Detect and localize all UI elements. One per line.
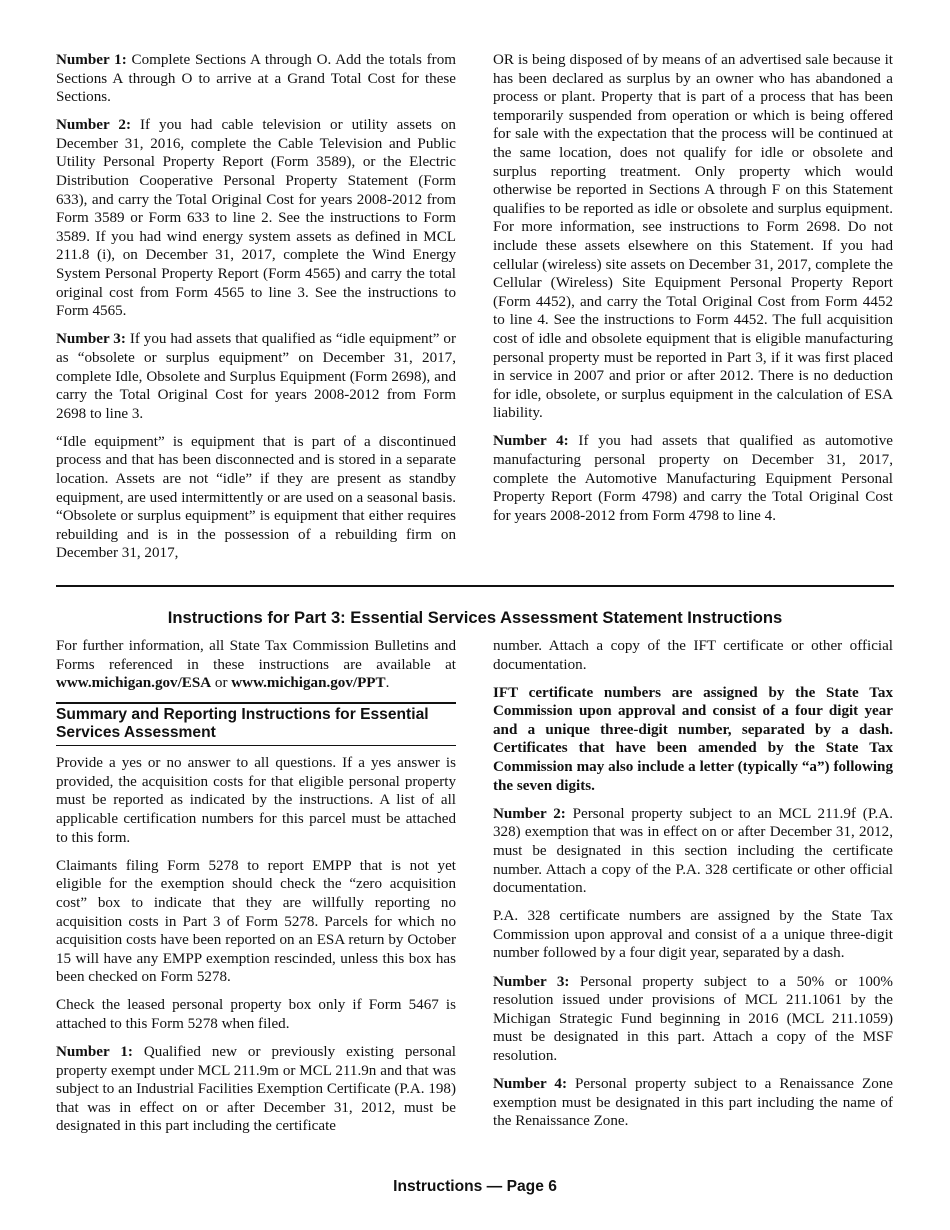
paragraph-leased bbox=[56, 996, 456, 1033]
paragraph-text: number. Attach a copy of the IFT certificate or other official documentation. bbox=[493, 638, 893, 673]
paragraph-text: IFT certificate numbers are assigned by the State Tax Commission upon approval and consist of a four digit year and a unique three-digit number, separated by a dash. Certificates that have been amended by the State Tax Commission may also include a letter (typically “a”) following the seven digits. bbox=[493, 684, 893, 794]
bottom-right-column bbox=[493, 637, 893, 1140]
paragraph-esa-number-2 bbox=[493, 805, 893, 898]
paragraph-text: Personal property subject to a 50% or 100% resolution issued under provisions of MCL 211.1061 by the Michigan Strategic Fund beginning in 2016 (MCL 211.1059) must be designated in this part. Attach a copy of the MSF resolution. bbox=[493, 973, 893, 1064]
paragraph-text: If you had assets that qualified as automotive manufacturing personal property on December 31, 2017, complete the Automotive Manufacturing Equipment Personal Property Report (Form 4798) and carry the Total Original Cost for years 2008-2012 from Form 4798 to line 4. bbox=[493, 433, 893, 524]
paragraph-label: Number 3: bbox=[56, 331, 126, 348]
link-ppt[interactable]: www.michigan.gov/PPT bbox=[231, 675, 386, 692]
paragraph-text: OR is being disposed of by means of an advertised sale because it has been declared as surplus by an owner who has abandoned a process or plant. Property that is part of a process that has been temporarily suspended from operation or which is being offered for sale with the expectation that the process will be continued at the same location, does not qualify for idle or obsolete and surplus reporting treatment. Only property which would otherwise be reported in Sections A through F on this Statement qualifies to be reported as idle or obsolete and surplus equipment. For more information, see instructions to Form 2698. Do not include these assets elsewhere on this Statement. If you had cellular (wireless) site assets on December 31, 2017, complete the Cellular (Wireless) Site Equipment Personal Property Report (Form 4452), and carry the Total Original Cost from Form 4452 to line 4. See the instructions to Form 4452. The full acquisition cost of idle and obsolete equipment that is eligible manufacturing personal property must be reported in Part 3, if it was first placed in service in 2007 and prior or after 2012. There is no deduction for idle, obsolete, or surplus equipment in the calculation of ESA liability. bbox=[493, 52, 893, 422]
paragraph-esa-number-4 bbox=[493, 1075, 893, 1131]
section-divider bbox=[56, 585, 894, 587]
paragraph-number-1 bbox=[56, 51, 456, 107]
subheading: Summary and Reporting Instructions for Essential Services Assessment bbox=[56, 702, 456, 746]
paragraph-continued bbox=[493, 51, 893, 423]
paragraph-label: Number 1: bbox=[56, 1044, 133, 1061]
paragraph-text: Claimants filing Form 5278 to report EMPP that is not yet eligible for the exemption should check the “zero acquisition cost” box to indicate that they are willfully reporting no acquisition costs in Part 3 of Form 5278. Parcels for which no acquisition costs have been reported on an ESA return by October 15 will have any EMPP exemption rescinded, unless this box has been checked on Form 5278. bbox=[56, 857, 456, 986]
paragraph-text: Check the leased personal property box only if Form 5467 is attached to this Form 5278 when filed. bbox=[56, 997, 456, 1032]
paragraph-label: Number 4: bbox=[493, 433, 569, 450]
paragraph-pa328-numbers bbox=[493, 907, 893, 963]
intro-paragraph bbox=[56, 637, 456, 693]
page-footer: Instructions — Page 6 bbox=[393, 1178, 557, 1195]
paragraph-text: Qualified new or previously existing personal property exempt under MCL 211.9m or MCL 211.9n and that was subject to an Industrial Facilities Exemption Certificate (P.A. 198) that was in effect on or after December 31, 2012, must be designated in this part including the certificate bbox=[56, 1044, 456, 1135]
section-title: Instructions for Part 3: Essential Services Assessment Statement Instructions bbox=[167, 608, 783, 627]
paragraph-label: Number 3: bbox=[493, 973, 570, 990]
paragraph-text: Personal property subject to a Renaissance Zone exemption must be designated in this part including the name of the Renaissance Zone. bbox=[493, 1075, 893, 1130]
intro-text: . bbox=[385, 675, 390, 692]
intro-text: or bbox=[211, 675, 232, 692]
top-left-column bbox=[56, 51, 456, 572]
paragraph-number-2 bbox=[56, 116, 456, 321]
paragraph-yes-no bbox=[56, 754, 456, 847]
paragraph-label: Number 4: bbox=[493, 1075, 567, 1092]
bottom-left-column bbox=[56, 637, 456, 1146]
paragraph-esa-number-3 bbox=[493, 973, 893, 1066]
paragraph-text: P.A. 328 certificate numbers are assigned by the State Tax Commission upon approval and consist of a a unique three-digit number followed by a four digit year, separated by a dash. bbox=[493, 908, 893, 962]
paragraph-label: Number 2: bbox=[493, 805, 566, 822]
paragraph-ift-numbers bbox=[493, 684, 893, 796]
paragraph-claimants bbox=[56, 857, 456, 987]
paragraph-text: Complete Sections A through O. Add the totals from Sections A through O to arrive at a Grand Total Cost for these Sections. bbox=[56, 52, 456, 106]
paragraph-label: Number 1: bbox=[56, 52, 127, 68]
paragraph-continued bbox=[493, 637, 893, 674]
paragraph-number-3 bbox=[56, 330, 456, 423]
paragraph-text: Provide a yes or no answer to all questions. If a yes answer is provided, the acquisition costs for that eligible personal property must be reported as indicated by the instructions. A list of all applicable certification numbers for this parcel must be attached to this form. bbox=[56, 755, 456, 846]
paragraph-number-4 bbox=[493, 432, 893, 525]
top-right-column bbox=[493, 51, 893, 535]
paragraph-text: “Idle equipment” is equipment that is part of a discontinued process and that has been disconnected and is stored in a separate location. Assets are not “idle” if they are present as standby equipment, are used intermittently or are used on a seasonal basis. “Obsolete or surplus equipment” is equipment that either requires rebuilding and is in the possession of a rebuilding firm on December 31, 2017, bbox=[56, 433, 456, 562]
link-esa[interactable]: www.michigan.gov/ESA bbox=[56, 675, 212, 692]
paragraph-idle-equipment bbox=[56, 433, 456, 563]
paragraph-text: If you had cable television or utility assets on December 31, 2016, complete the Cable Television and Public Utility Personal Property Report (Form 3589), or the Electric Distribution Cooperative Personal Property Statement (Form 633), and carry the Total Original Cost for years 2008-2012 from Form 3589 or Form 633 to line 2. See the instructions to Form 3589. If you had wind energy system assets as defined in MCL 211.8 (i), on December 31, 2017, complete the Wind Energy System Personal Property Report (Form 4565) and carry the total original cost from Form 4565 to line 3. See the instructions to Form 4565. bbox=[56, 117, 456, 320]
intro-text: For further information, all State Tax Commission Bulletins and Forms referenced in these instructions are available at bbox=[56, 638, 456, 673]
paragraph-esa-number-1 bbox=[56, 1043, 456, 1136]
paragraph-text: Personal property subject to an MCL 211.9f (P.A. 328) exemption that was in effect on or after December 31, 2012, must be designated in this section including the certificate number. Attach a copy of the P.A. 328 certificate or other official documentation. bbox=[493, 805, 893, 897]
paragraph-label: Number 2: bbox=[56, 117, 131, 134]
paragraph-text: If you had assets that qualified as “idle equipment” or as “obsolete or surplus equipment” on December 31, 2017, complete Idle, Obsolete and Surplus Equipment (Form 2698), and carry the Total Original Cost for years 2008-2012 from Form 2698 to line 3. bbox=[56, 331, 456, 422]
